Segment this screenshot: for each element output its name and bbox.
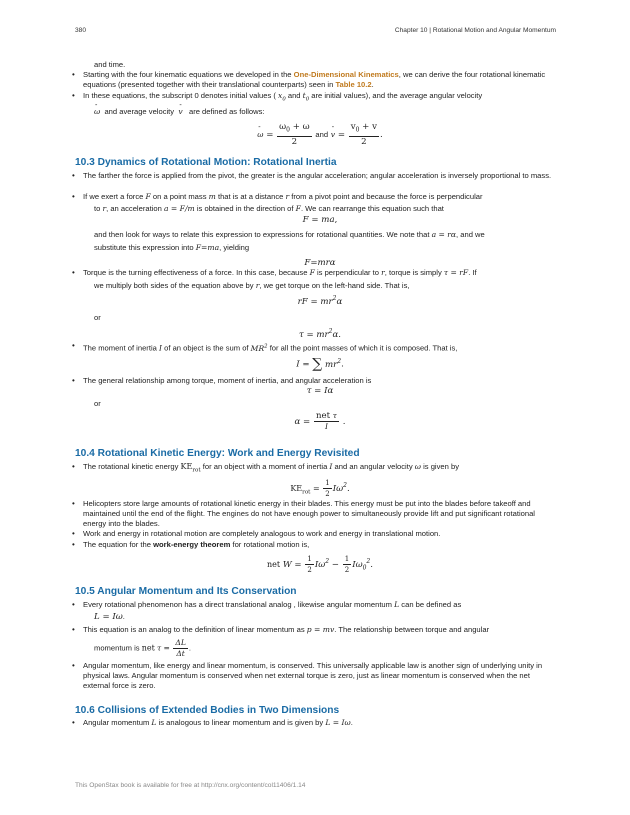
text: , we get torque on the left-hand side. That is, bbox=[259, 281, 410, 290]
math-x0: $x_0$ bbox=[278, 91, 286, 103]
heading-10-3: 10.3 Dynamics of Rotational Motion: Rotational Inertia bbox=[75, 157, 337, 168]
bullet-collisions: • Angular momentum L is analogous to linear momentum and is given by L = Iω. bbox=[83, 718, 553, 728]
bullet-conservation: • Angular momentum, like energy and linear momentum, is conserved. This universally applicable law is another sign of underlying unity in physical laws. Angular momentum is conserved when net external torque is zero, just as linear momentum is conserved when the net external force is zero. bbox=[83, 661, 553, 691]
text: . bbox=[350, 718, 353, 727]
substitute-text: substitute this expression into F=ma, yielding bbox=[94, 243, 250, 252]
text: on a point mass bbox=[152, 192, 207, 201]
text: Every rotational phenomenon has a direct translational analog , likewise angular momentum bbox=[83, 600, 392, 609]
page-number: 380 bbox=[75, 27, 87, 34]
text: This equation is an analog to the definition of linear momentum as bbox=[83, 625, 305, 634]
bullet-work-energy-analog: • Work and energy in rotational motion are completely analogous to work and energy in translational motion. bbox=[83, 529, 553, 539]
text: is given by bbox=[423, 462, 459, 471]
bullet-linear-momentum-analog: • This equation is an analog to the definition of linear momentum as p = mv. The relationship between torque and angular bbox=[83, 625, 553, 635]
text: we multiply both sides of the equation above by bbox=[94, 281, 254, 290]
math-t0: $t_0$ bbox=[302, 91, 310, 103]
text: In these equations, the subscript 0 denotes initial values ( bbox=[83, 91, 276, 100]
text: Starting with the four kinematic equations we developed in the bbox=[83, 70, 292, 79]
bullet-work-energy-theorem bbox=[83, 540, 553, 550]
bullet-moment-inertia: • The moment of inertia I of an object is the sum of $MR^2$ for all the point masses of which it is composed. That is, bbox=[83, 341, 553, 354]
eq-moment-inertia-sum: I = ∑ $mr^2$. bbox=[296, 356, 344, 372]
text: can be defined as bbox=[401, 600, 462, 609]
text: The equation for the bbox=[83, 540, 151, 549]
or-text-2: or bbox=[94, 399, 101, 408]
or-text: or bbox=[94, 313, 101, 322]
text: and an angular velocity bbox=[334, 462, 413, 471]
eq-average-velocities: - ω = $\frac{\omega_0 + \omega}{2}$ and - v = $\frac{v_0 + v}{2}$ . bbox=[240, 122, 400, 147]
math-v-bar: - v bbox=[178, 107, 182, 117]
heading-10-5: 10.5 Angular Momentum and Its Conservation bbox=[75, 586, 297, 597]
text: and then look for ways to relate this expression to expressions for rotational quantities. We note that bbox=[94, 230, 430, 239]
heading-10-4: 10.4 Rotational Kinetic Energy: Work and Energy Revisited bbox=[75, 448, 360, 459]
eq-f-mralpha: F=mrα bbox=[304, 258, 336, 268]
text: momentum is bbox=[94, 643, 140, 653]
text: , we can derive the four rotational kinematic equations (presented together with their translational counterparts) seen in bbox=[83, 70, 546, 89]
bullet-angular-momentum-def: • Every rotational phenomenon has a direct translational analog , likewise angular momentum L can be defined as bbox=[83, 600, 553, 610]
text: Torque is the turning effectiveness of a force. In this case, because bbox=[83, 268, 308, 277]
eq-f-ma: F = ma, bbox=[302, 215, 338, 225]
relate-text: and then look for ways to relate this expression to expressions for rotational quantities. We note that a = rα, and we bbox=[94, 230, 485, 239]
math-omega-bar: - ω bbox=[94, 107, 100, 117]
text: and bbox=[315, 129, 329, 139]
link-table-10-2[interactable]: Table 10.2 bbox=[335, 80, 372, 89]
bullet-rotational-ke: • The rotational kinetic energy $KE_{rot}$ for an object with a moment of inertia I and an angular velocity ω is given by bbox=[83, 462, 553, 476]
text: , and we bbox=[456, 230, 485, 239]
text: for all the point masses of which it is composed. That is, bbox=[269, 343, 458, 353]
text: The rotational kinetic energy bbox=[83, 462, 179, 471]
text: for an object with a moment of inertia bbox=[202, 462, 328, 471]
bullet-subscript bbox=[83, 91, 553, 105]
bullet-kinematics bbox=[83, 70, 553, 90]
text: net bbox=[141, 643, 155, 653]
eq-rf-mr2alpha: rF = $mr^2\alpha$ bbox=[297, 295, 343, 307]
eq-tau-ialpha: τ = Iα bbox=[306, 386, 334, 396]
bullet-subscript-cont bbox=[94, 107, 265, 117]
bullet-exert-force-cont: to r, an acceleration a = F/m is obtained in the direction of F. We can rearrange this equation such that bbox=[94, 204, 444, 213]
text: . We can rearrange this equation such that bbox=[300, 204, 444, 213]
text: net bbox=[315, 411, 331, 421]
text: is obtained in the direction of bbox=[196, 204, 294, 213]
bullet-helicopters: • Helicopters store large amounts of rotational kinetic energy in their blades. This energy must be put into the blades before takeoff and maintained until the end of the flight. The engines do not have enough power to simultaneously provide lift and put significant rotational energy into the blades. bbox=[83, 499, 553, 529]
eq-tau-mr2alpha: $\tau = mr^2\alpha$. bbox=[298, 328, 342, 340]
bullet-farther-force: • The farther the force is applied from the pivot, the greater is the angular acceleration; angular acceleration is inversely proportional to mass. bbox=[83, 171, 553, 181]
bullet-torque: • Torque is the turning effectiveness of a force. In this case, because F is perpendicular to r, torque is simply τ = rF. If bbox=[83, 268, 553, 278]
bullet-torque-cont: we multiply both sides of the equation above by r, we get torque on the left-hand side. That is, bbox=[94, 281, 410, 290]
text: are defined as follows: bbox=[188, 107, 265, 116]
text: to bbox=[94, 204, 101, 213]
text: , yielding bbox=[219, 243, 250, 252]
text: substitute this expression into bbox=[94, 243, 194, 252]
eq-alpha-net-tau-over-i: α = $\frac{\text{net τ}}{I}$ . bbox=[294, 411, 346, 431]
text: , torque is simply bbox=[384, 268, 442, 277]
bullet-exert-force: • If we exert a force F on a point mass m that is at a distance r from a pivot point and because the force is perpendicular bbox=[83, 192, 553, 202]
continued-text: and time. bbox=[94, 60, 126, 69]
text: and average velocity bbox=[104, 107, 175, 116]
text: . bbox=[371, 80, 374, 89]
eq-l-iomega-inline: L = Iω. bbox=[94, 612, 125, 622]
heading-10-6: 10.6 Collisions of Extended Bodies in Two Dimensions bbox=[75, 705, 340, 716]
text: . If bbox=[468, 268, 477, 277]
text: net bbox=[267, 560, 281, 569]
text: is perpendicular to bbox=[316, 268, 380, 277]
eq-ke-rot: $KE_{rot}$ = $\frac{1}{2}$ $I\omega^2$. bbox=[290, 479, 350, 498]
bold-term: work-energy theorem bbox=[153, 540, 231, 549]
text: of an object is the sum of bbox=[164, 343, 249, 353]
text: The moment of inertia bbox=[83, 343, 157, 353]
text: is analogous to linear momentum and is given by bbox=[158, 718, 324, 727]
eq-work-energy-theorem: net W = $\frac{1}{2}$ $I\omega^2$ − $\frac{1}{2}$ $I\omega_0^2$. bbox=[267, 555, 373, 574]
bullet-general-relationship: • The general relationship among torque, moment of inertia, and angular acceleration is bbox=[83, 376, 553, 386]
link-one-dimensional-kinematics[interactable]: One-Dimensional Kinematics bbox=[293, 70, 399, 79]
bullet-linear-momentum-cont: momentum is net τ = $\frac{\Delta L}{\Delta t}$ . bbox=[94, 638, 191, 658]
text: and bbox=[287, 91, 301, 100]
text: , an acceleration bbox=[106, 204, 162, 213]
footer-note: This OpenStax book is available for free at http://cnx.org/content/col11406/1.14 bbox=[75, 782, 306, 789]
text: for rotational motion is, bbox=[232, 540, 310, 549]
text: from a pivot point and because the force is perpendicular bbox=[291, 192, 483, 201]
text: Angular momentum bbox=[83, 718, 150, 727]
text: . The relationship between torque and angular bbox=[334, 625, 490, 634]
text: that is at a distance bbox=[217, 192, 284, 201]
text: If we exert a force bbox=[83, 192, 144, 201]
text: are initial values), and the average angular velocity bbox=[311, 91, 483, 100]
running-header: Chapter 10 | Rotational Motion and Angular Momentum bbox=[394, 27, 556, 34]
